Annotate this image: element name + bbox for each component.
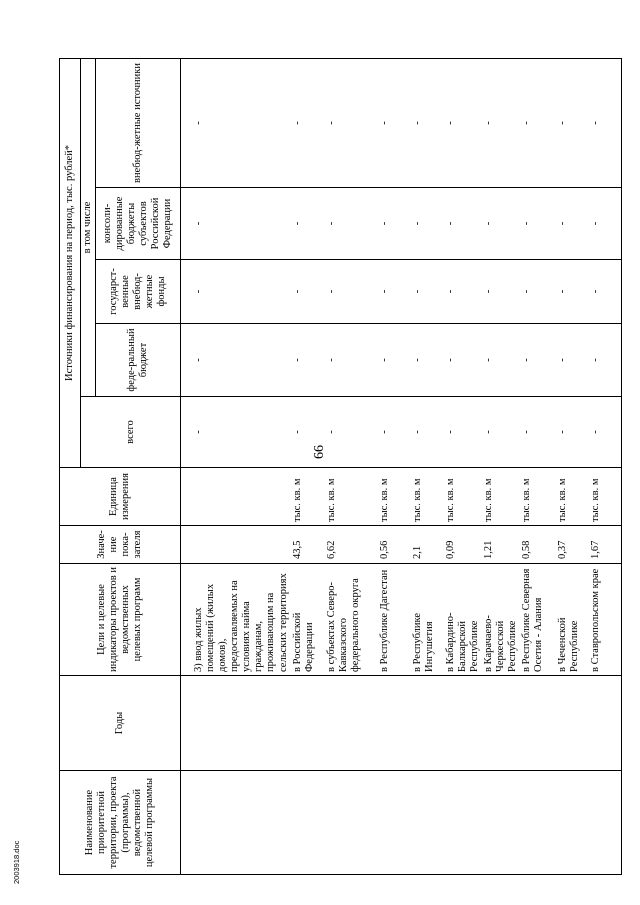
- cell-name: [378, 771, 411, 875]
- header-consolidated: консоли-дированные бюджеты субъектов Российской Федерации: [96, 188, 181, 260]
- cell-dash: -: [411, 324, 444, 397]
- cell-name: [181, 771, 291, 875]
- cell-years: [325, 676, 378, 771]
- cell-unit: тыс. кв. м: [411, 468, 444, 526]
- cell-dash: -: [325, 188, 378, 260]
- cell-goal: в Кабардино-Балкарской Республике: [444, 564, 482, 676]
- cell-dash: -: [482, 324, 520, 397]
- cell-years: [444, 676, 482, 771]
- cell-dash: -: [444, 188, 482, 260]
- cell-unit: [181, 468, 291, 526]
- table-row: [181, 58, 291, 874]
- cell-goal: в Республике Северная Осетия - Алания: [520, 564, 556, 676]
- cell-unit: тыс. кв. м: [482, 468, 520, 526]
- table-row: [411, 58, 444, 874]
- cell-name: [482, 771, 520, 875]
- cell-value: 0,56: [378, 526, 411, 564]
- cell-years: [378, 676, 411, 771]
- cell-goal: в Ставропольском крае: [589, 564, 622, 676]
- cell-dash: -: [378, 324, 411, 397]
- cell-dash: -: [520, 397, 556, 468]
- file-name: 2003918.doc: [12, 840, 21, 884]
- cell-unit: тыс. кв. м: [520, 468, 556, 526]
- cell-value: 0,09: [444, 526, 482, 564]
- rotated-table-container: [59, 59, 601, 875]
- cell-dash: -: [378, 58, 411, 187]
- cell-unit: тыс. кв. м: [291, 468, 325, 526]
- cell-years: [589, 676, 622, 771]
- cell-dash: -: [589, 324, 622, 397]
- cell-dash: -: [291, 188, 325, 260]
- cell-unit: тыс. кв. м: [589, 468, 622, 526]
- cell-dash: -: [325, 260, 378, 324]
- cell-name: [556, 771, 589, 875]
- header-goals: Цели и целевые индикаторы проектов и ведомственных целевых программ: [60, 564, 181, 676]
- cell-dash: -: [482, 260, 520, 324]
- cell-unit: тыс. кв. м: [444, 468, 482, 526]
- cell-dash: -: [411, 397, 444, 468]
- cell-dash: -: [589, 58, 622, 187]
- cell-dash: -: [444, 58, 482, 187]
- header-federal: феде-ральный бюджет: [96, 324, 181, 397]
- cell-dash: -: [556, 188, 589, 260]
- cell-name: [411, 771, 444, 875]
- cell-dash: -: [411, 188, 444, 260]
- table-row: [589, 58, 622, 874]
- cell-value: [181, 526, 291, 564]
- cell-dash: -: [181, 260, 291, 324]
- cell-unit: тыс. кв. м: [378, 468, 411, 526]
- table-row: [378, 58, 411, 874]
- cell-years: [520, 676, 556, 771]
- cell-dash: -: [556, 58, 589, 187]
- cell-dash: -: [444, 397, 482, 468]
- table-row: [444, 58, 482, 874]
- cell-dash: -: [520, 188, 556, 260]
- cell-years: [411, 676, 444, 771]
- table-row: [325, 58, 378, 874]
- cell-dash: -: [520, 260, 556, 324]
- cell-years: [291, 676, 325, 771]
- cell-dash: -: [411, 58, 444, 187]
- cell-name: [325, 771, 378, 875]
- cell-dash: -: [482, 58, 520, 187]
- table-row: [291, 58, 325, 874]
- cell-value: 0,37: [556, 526, 589, 564]
- cell-dash: -: [291, 260, 325, 324]
- cell-value: 1,21: [482, 526, 520, 564]
- cell-value: 6,62: [325, 526, 378, 564]
- cell-goal: в Карачаево-Черкесской Республике: [482, 564, 520, 676]
- cell-dash: -: [411, 260, 444, 324]
- header-years: Годы: [60, 676, 181, 771]
- cell-dash: -: [181, 188, 291, 260]
- cell-dash: -: [291, 397, 325, 468]
- table-row: [520, 58, 556, 874]
- cell-name: [589, 771, 622, 875]
- cell-value: 0,58: [520, 526, 556, 564]
- cell-dash: -: [378, 397, 411, 468]
- cell-name: [444, 771, 482, 875]
- cell-name: [520, 771, 556, 875]
- cell-dash: -: [181, 324, 291, 397]
- table-body: [181, 58, 622, 874]
- cell-years: [556, 676, 589, 771]
- cell-dash: -: [325, 58, 378, 187]
- cell-dash: -: [291, 324, 325, 397]
- cell-dash: -: [291, 58, 325, 187]
- cell-goal: в Республике Дагестан: [378, 564, 411, 676]
- header-name: Наименование приоритетной территории, проекта (программы), ведомственной целевой программы: [60, 771, 181, 875]
- cell-goal: 3) ввод жилых помещений (жилых домов), предоставляемых на условиях найма гражданам, проживающим на сельских территориях: [181, 564, 291, 676]
- cell-dash: -: [325, 397, 378, 468]
- header-total: всего: [81, 397, 181, 468]
- cell-dash: -: [556, 260, 589, 324]
- cell-dash: -: [181, 58, 291, 187]
- cell-dash: -: [589, 397, 622, 468]
- header-extra: внебюд-жетные источники: [96, 58, 181, 187]
- table-header: [60, 58, 181, 874]
- cell-dash: -: [520, 58, 556, 187]
- cell-years: [181, 676, 291, 771]
- cell-dash: -: [444, 260, 482, 324]
- cell-goal: в Чеченской Республике: [556, 564, 589, 676]
- cell-dash: -: [556, 324, 589, 397]
- cell-dash: -: [589, 188, 622, 260]
- cell-value: 43,5: [291, 526, 325, 564]
- financing-table: [59, 58, 622, 875]
- cell-dash: -: [444, 324, 482, 397]
- page-number: 66: [312, 445, 327, 459]
- header-state-funds: государст-венные внебюд-жетные фонды: [96, 260, 181, 324]
- cell-dash: -: [520, 324, 556, 397]
- cell-dash: -: [325, 324, 378, 397]
- cell-dash: -: [482, 397, 520, 468]
- cell-dash: -: [482, 188, 520, 260]
- cell-dash: -: [378, 260, 411, 324]
- header-incl: в том числе: [81, 58, 96, 396]
- header-sources: Источники финансирования на период, тыс. рублей*: [60, 58, 81, 467]
- cell-goal: в Российской Федерации: [291, 564, 325, 676]
- cell-years: [482, 676, 520, 771]
- cell-goal: в Республике Ингушетия: [411, 564, 444, 676]
- cell-unit: тыс. кв. м: [556, 468, 589, 526]
- cell-dash: -: [589, 260, 622, 324]
- cell-dash: -: [378, 188, 411, 260]
- cell-goal: в субъектах Северо-Кавказского федерального округа: [325, 564, 378, 676]
- header-unit: Единица измерения: [60, 468, 181, 526]
- cell-dash: -: [181, 397, 291, 468]
- cell-name: [291, 771, 325, 875]
- header-value: Значе-ние пока-зателя: [60, 526, 181, 564]
- cell-unit: тыс. кв. м: [325, 468, 378, 526]
- table-row: [556, 58, 589, 874]
- cell-value: 2,1: [411, 526, 444, 564]
- cell-value: 1,67: [589, 526, 622, 564]
- cell-dash: -: [556, 397, 589, 468]
- table-row: [482, 58, 520, 874]
